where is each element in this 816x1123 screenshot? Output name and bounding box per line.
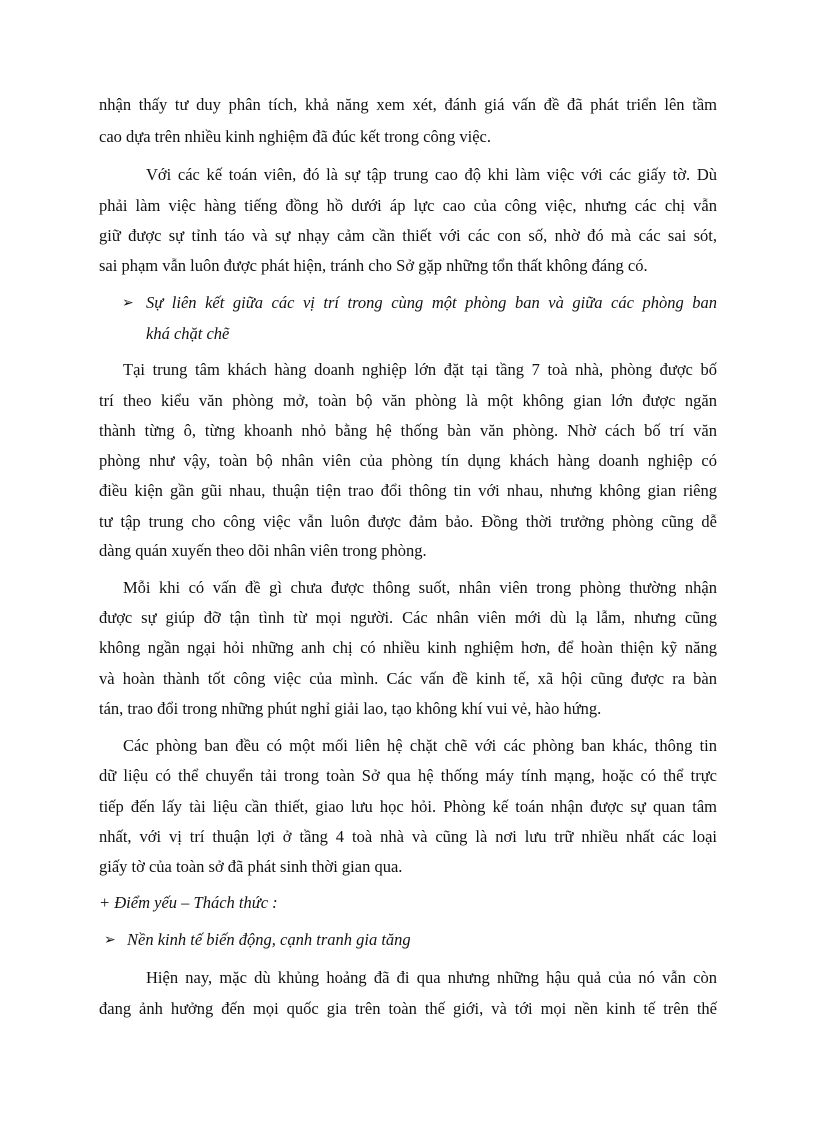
text-line: Với các kế toán viên, đó là sự tập trung cao độ khi làm việc với các giấy tờ. Dù	[146, 165, 717, 184]
text-line: và hoàn thành tốt công việc của mình. Các vấn đề kinh tế, xã hội cũng được ra bàn	[99, 669, 717, 688]
text-line: Tại trung tâm khách hàng doanh nghiệp lớn đặt tại tầng 7 toà nhà, phòng được bố	[123, 360, 717, 379]
arrowhead-bullet-icon: ➢	[122, 295, 134, 311]
text-line: Các phòng ban đều có một mối liên hệ chặt chẽ với các phòng ban khác, thông tin	[123, 736, 717, 755]
text-line: điều kiện gần gũi nhau, thuận tiện trao đổi thông tin với nhau, nhưng không gian riêng	[99, 481, 717, 500]
text-line: thành từng ô, từng khoanh nhỏ bằng hệ thống bàn văn phòng. Nhờ cách bố trí văn	[99, 421, 717, 440]
text-line: không ngần ngại hỏi những anh chị có nhiều kinh nghiệm hơn, để hoàn thiện kỹ năng	[99, 638, 717, 657]
text-line: phòng như vậy, toàn bộ nhân viên của phòng tín dụng khách hàng doanh nghiệp có	[99, 451, 717, 470]
text-line: trí theo kiểu văn phòng mở, toàn bộ văn phòng là một không gian lớn được ngăn	[99, 391, 717, 410]
bullet-text-line: Nền kinh tế biến động, cạnh tranh gia tăng	[127, 930, 411, 949]
text-line: tiếp đến lấy tài liệu cần thiết, giao lưu học hỏi. Phòng kế toán nhận được sự quan tâm	[99, 797, 717, 816]
text-line: nhận thấy tư duy phân tích, khả năng xem xét, đánh giá vấn đề đã phát triển lên tầm	[99, 95, 717, 114]
section-heading: + Điểm yếu – Thách thức :	[99, 893, 278, 912]
text-line: dữ liệu có thể chuyển tải trong toàn Sở qua hệ thống máy tính mạng, hoặc có thể trực	[99, 766, 717, 785]
text-line: đang ảnh hưởng đến mọi quốc gia trên toàn thế giới, và tới mọi nền kinh tế trên thế	[99, 999, 717, 1018]
text-line: giấy tờ của toàn sở đã phát sinh thời gian qua.	[99, 857, 403, 876]
text-line: phải làm việc hàng tiếng đồng hồ dưới áp lực cao của công việc, nhưng các chị vẫn	[99, 196, 717, 215]
text-line: dàng quán xuyến theo dõi nhân viên trong phòng.	[99, 541, 427, 560]
text-line: Hiện nay, mặc dù khủng hoảng đã đi qua nhưng những hậu quả của nó vẫn còn	[146, 968, 717, 987]
text-line: được sự giúp đỡ tận tình từ mọi người. Các nhân viên mới dù lạ lẫm, nhưng cũng	[99, 608, 717, 627]
text-line: nhất, với vị trí thuận lợi ở tầng 4 toà nhà và cũng là nơi lưu trữ nhiều nhất các loại	[99, 827, 717, 846]
bullet-text-line: Sự liên kết giữa các vị trí trong cùng một phòng ban và giữa các phòng ban	[146, 293, 717, 312]
text-line: Mỗi khi có vấn đề gì chưa được thông suốt, nhân viên trong phòng thường nhận	[123, 578, 717, 597]
text-line: giữ được sự tỉnh táo và sự nhạy cảm cần thiết với các con số, nhờ đó mà các sai sót,	[99, 226, 717, 245]
text-line: tư tập trung cho công việc vẫn luôn được đảm bảo. Đồng thời trưởng phòng cũng dễ	[99, 512, 717, 531]
bullet-text-line: khá chặt chẽ	[146, 324, 230, 343]
text-line: tán, trao đổi trong những phút nghỉ giải lao, tạo không khí vui vẻ, hào hứng.	[99, 699, 602, 718]
text-line: sai phạm vẫn luôn được phát hiện, tránh cho Sở gặp những tổn thất không đáng có.	[99, 256, 648, 275]
arrowhead-bullet-icon: ➢	[104, 932, 116, 948]
text-line: cao dựa trên nhiều kinh nghiệm đã đúc kết trong công việc.	[99, 127, 491, 146]
